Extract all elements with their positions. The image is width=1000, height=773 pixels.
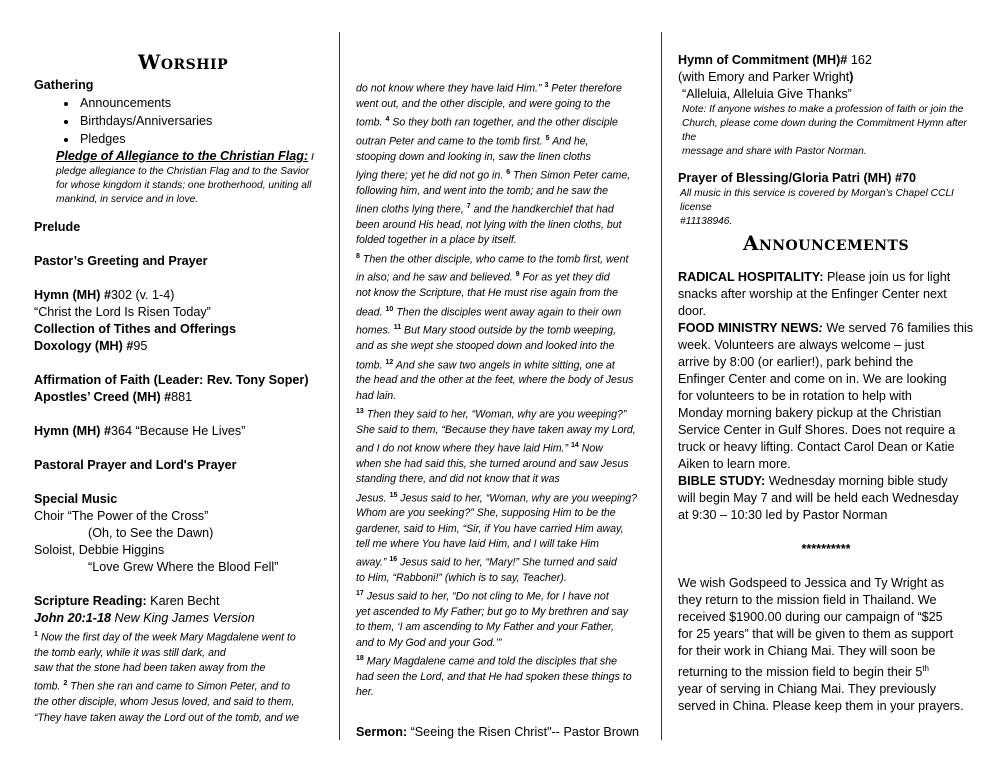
apostles-creed (34, 389, 332, 406)
verse-number: 8 (356, 252, 360, 260)
gathering-item: • Birthdays/Anniversaries (78, 112, 332, 130)
scripture-line: and I do not know where they have laid Him.” $^{14}$ Now (356, 442, 603, 455)
scripture-line: following him, and went into the tomb; and he saw the (356, 184, 609, 197)
license-note: #11138946. (680, 216, 733, 227)
doxology-number: 95 (133, 339, 148, 353)
verse-number: 9 (515, 271, 520, 279)
bible-text: will begin May 7 and will be held each Wednesday (678, 491, 959, 505)
scripture-line: $^1$ Now the first day of the week Mary Magdalene went to (34, 631, 296, 644)
commitment-hymn-number: 162 (847, 53, 872, 67)
scripture-line: homes. $^{11}$ But Mary stood outside by the tomb weeping, (356, 324, 617, 337)
scripture-line: $^{18}$ Mary Magdalene came and told the disciples that she (356, 655, 618, 668)
scripture-column (356, 78, 648, 741)
prelude: Prelude (34, 220, 81, 234)
scripture-line: tomb. $^4$ So they both ran together, and the other disciple (356, 116, 618, 129)
scripture-line: gardener, said to Him, “Sir, if You have carried Him away, (356, 522, 624, 535)
ordinal-suffix: th (922, 664, 929, 673)
verse-number: 7 (466, 203, 471, 211)
verse-number: 15 (389, 491, 398, 499)
commitment-paren: ) (849, 70, 854, 84)
pledge-text: I (308, 152, 314, 163)
hymn-1-label: Hymn (MH) # (34, 288, 111, 302)
scripture-line: yet ascended to My Father; but go to My brethren and say (356, 606, 629, 619)
bible-text: at 9:30 – 10:30 led by Pastor Norman (678, 508, 888, 522)
pledge-text: for whose kingdom it stands; one brotherhood, uniting all (56, 180, 312, 191)
commitment-note: message and share with Pastor Norman. (682, 146, 867, 157)
scripture-line: tomb. $^2$ Then she ran and came to Simon Peter, and to (34, 680, 290, 693)
radical-text: snacks after worship at the Enfinger Center next (678, 287, 947, 301)
godspeed-text: for 25 years” that will be given to them as support (678, 627, 954, 641)
sermon-text: “Seeing the Risen Christ"-- Pastor Brown (407, 725, 640, 740)
hymn-2 (34, 423, 332, 440)
food-text: Service Center in Gulf Shores. Does not require a (678, 423, 956, 437)
scripture-line: the head and the other at the feet, where the body of Jesus (356, 374, 634, 387)
scripture-reference (34, 610, 332, 627)
worship-column (34, 50, 332, 726)
scripture-line: $^{13}$ Then they said to her, “Woman, why are you weeping?” (356, 407, 627, 421)
announcements-title: Announcements (742, 231, 910, 255)
scripture-line: $^8$ Then the other disciple, who came to the tomb first, went (356, 252, 629, 266)
godspeed-announcement (678, 575, 974, 715)
license-note: All music in this service is covered by Morgan’s Chapel CCLI license (680, 188, 954, 213)
scripture-line: in also; and he saw and believed. $^9$ For as yet they did (356, 271, 610, 284)
creed-number: 881 (171, 390, 193, 404)
choir-subtitle: (Oh, to See the Dawn) (88, 526, 214, 540)
verse-number: 10 (385, 305, 394, 313)
special-music-heading: Special Music (34, 492, 118, 506)
godspeed-text: We wish Godspeed to Jessica and Ty Wright as (678, 576, 944, 590)
verse-number: 13 (356, 407, 364, 415)
gathering-item: • Announcements (78, 94, 332, 112)
scripture-line: had seen the Lord, and that He had spoken these things to (356, 670, 632, 683)
prayer-of-blessing: Prayer of Blessing/Gloria Patri (MH) #70 (678, 171, 916, 185)
food-text: Aiken to learn more. (678, 457, 791, 471)
scripture-line: the other disciple, whom Jesus loved, and said to them, (34, 696, 295, 709)
verse-number: 12 (385, 358, 394, 366)
hymn-1 (34, 287, 332, 304)
verse-number: 17 (356, 590, 364, 598)
food-text: Enfinger Center and come on in. We are looking (678, 372, 947, 386)
column-divider-right (661, 32, 662, 740)
hymn-1-title: “Christ the Lord Is Risen Today” (34, 305, 211, 319)
announcements-column (678, 52, 974, 715)
scripture-line: had lain. (356, 389, 397, 402)
scripture-reading (34, 593, 332, 610)
scripture-line: Jesus. $^{15}$ Jesus said to her, “Woman, why are you weeping? (356, 491, 638, 505)
verse-number: 11 (393, 324, 402, 332)
verse-number: 1 (34, 631, 38, 638)
hymn-2-label: Hymn (MH) # (34, 424, 111, 438)
separator: ********** (801, 542, 851, 556)
food-text: arrive by 8:00 (or earlier!), park behind the (678, 355, 914, 369)
pledge-block (34, 148, 332, 207)
verse-number: 3 (544, 82, 549, 89)
scripture-line: saw that the stone had been taken away from the (34, 662, 266, 675)
scripture-ref: John 20:1-18 (34, 611, 111, 625)
godspeed-text: received $1900.00 during our campaign of “$25 (678, 610, 943, 624)
verse-number: 2 (63, 680, 68, 688)
food-colon: : (818, 321, 823, 335)
soloist-song: “Love Grew Where the Blood Fell” (88, 560, 279, 574)
scripture-line: linen cloths lying there, $^7$ and the handkerchief that had (356, 203, 614, 216)
verse-number: 5 (545, 134, 550, 142)
verse-number: 16 (389, 556, 398, 564)
scripture-line: and as she wept she stooped down and looked into the (356, 340, 615, 353)
scripture-line: do not know where they have laid Him.” $^3$ Peter therefore (356, 82, 622, 95)
choir-line: Choir “The Power of the Cross” (34, 509, 209, 523)
pledge-heading: Pledge of Allegiance to the Christian Flag: (56, 149, 309, 163)
gathering-list (34, 94, 332, 148)
radical-text: door. (678, 304, 707, 318)
scripture-version: New King James Version (111, 611, 255, 625)
scripture-line: when she had said this, she turned around and saw Jesus (356, 457, 629, 470)
scripture-line: stooping down and looking in, saw the linen cloths (356, 150, 591, 163)
verse-number: 6 (506, 169, 511, 177)
food-ministry (678, 320, 974, 473)
radical-text: Please join us for light (823, 270, 951, 284)
affirmation-of-faith: Affirmation of Faith (Leader: Rev. Tony Soper) (34, 373, 309, 387)
godspeed-text: for their work in Chiang Mai. They will soon be (678, 644, 936, 658)
soloist-line: Soloist, Debbie Higgins (34, 543, 165, 557)
scripture-line: away.” $^{16}$ Jesus said to her, “Mary!” She turned and said (356, 556, 617, 569)
pledge-text: mankind, in service and in love. (56, 194, 199, 205)
bible-text: Wednesday morning bible study (765, 474, 948, 488)
hymn-2-rest: 364 “Because He Lives” (110, 424, 246, 438)
radical-label: RADICAL HOSPITALITY: (678, 270, 824, 284)
godspeed-text: returning to the mission field to begin their 5 (678, 665, 923, 680)
sermon (356, 724, 648, 741)
godspeed-text: served in China. Please keep them in your prayers. (678, 699, 964, 714)
godspeed-text: year of serving in Chiang Mai. They previously (678, 682, 937, 697)
commitment-note: Church, please come down during the Commitment Hymn after the (682, 118, 967, 143)
food-text: We served 76 families this (822, 321, 974, 335)
commitment-note: Note: If anyone wishes to make a profession of faith or join the (682, 104, 964, 115)
pastors-greeting: Pastor’s Greeting and Prayer (34, 254, 208, 268)
scripture-line: lying there; yet he did not go in. $^6$ Then Simon Peter came, (356, 169, 631, 182)
commitment-hymn-label: Hymn of Commitment (MH)# (678, 53, 848, 67)
food-text: week. Volunteers are always welcome – just (678, 338, 925, 352)
sermon-label: Sermon: (356, 725, 408, 740)
scripture-reader: Karen Becht (146, 594, 220, 608)
doxology-label: Doxology (MH) # (34, 339, 134, 353)
scripture-line: to them, ‘I am ascending to My Father and your Father, (356, 621, 614, 634)
scripture-line: dead. $^{10}$ Then the disciples went away again to their own (356, 305, 622, 319)
scripture-line: and to My God and your God.’” (356, 636, 502, 649)
food-text: for volunteers to be in rotation to help with (678, 389, 912, 403)
verse-number: 14 (570, 442, 579, 450)
scripture-label: Scripture Reading: (34, 594, 147, 608)
scripture-line: the tomb early, while it was still dark, and (34, 646, 226, 659)
food-text: truck or heavy lifting. Contact Carol Dean or Katie (678, 440, 955, 454)
tithes-offerings: Collection of Tithes and Offerings (34, 322, 236, 336)
scripture-line: standing there, and did not know that it was (356, 473, 560, 486)
scripture-text-part-2 (356, 78, 648, 700)
commitment-hymn-title: “Alleluia, Alleluia Give Thanks” (682, 87, 852, 101)
scripture-line: outran Peter and came to the tomb first. $^5$ And he, (356, 134, 589, 148)
scripture-line: She said to them, “Because they have taken away my Lord, (356, 423, 636, 436)
scripture-line: to Him, “Rabboni!” (which is to say, Teacher). (356, 572, 567, 585)
godspeed-text: they return to the mission field in Thailand. We (678, 593, 937, 607)
commitment-with: (with Emory and Parker Wright (678, 70, 850, 84)
gathering-item: • Pledges (78, 130, 332, 148)
pastoral-prayer: Pastoral Prayer and Lord's Prayer (34, 458, 237, 472)
worship-title: Worship (137, 50, 229, 74)
scripture-line: not know the Scripture, that He must rise again from the (356, 287, 619, 300)
scripture-line: $^{17}$ Jesus said to her, “Do not cling to Me, for I have not (356, 590, 609, 603)
radical-hospitality (678, 269, 974, 320)
gathering-heading: Gathering (34, 78, 94, 92)
scripture-line: been around His head, not lying with the linen cloths, but (356, 219, 622, 232)
column-divider-left (339, 32, 340, 740)
verse-number: 18 (356, 655, 364, 663)
scripture-line: her. (356, 686, 374, 699)
bible-label: BIBLE STUDY: (678, 474, 766, 488)
hymn-1-number: 302 (v. 1-4) (110, 288, 175, 302)
scripture-line: tomb. $^{12}$ And she saw two angels in white sitting, one at (356, 358, 615, 372)
scripture-text-part-1 (34, 627, 332, 726)
food-text: Monday morning bakery pickup at the Christian (678, 406, 942, 420)
food-label: FOOD MINISTRY NEWS (678, 321, 819, 335)
pledge-text: pledge allegiance to the Christian Flag and to the Savior (56, 166, 310, 177)
scripture-line: folded together in a place by itself. (356, 234, 517, 247)
creed-label: Apostles’ Creed (MH) # (34, 390, 172, 404)
scripture-line: went out, and the other disciple, and were going to the (356, 97, 611, 110)
scripture-line: “They have taken away the Lord out of the tomb, and we (34, 711, 300, 724)
scripture-line: Whom are you seeking?” She, supposing Him to be the (356, 507, 616, 520)
scripture-line: tell me where You have laid Him, and I will take Him (356, 537, 599, 550)
doxology (34, 338, 332, 355)
verse-number: 4 (385, 116, 390, 124)
bible-study (678, 473, 974, 524)
